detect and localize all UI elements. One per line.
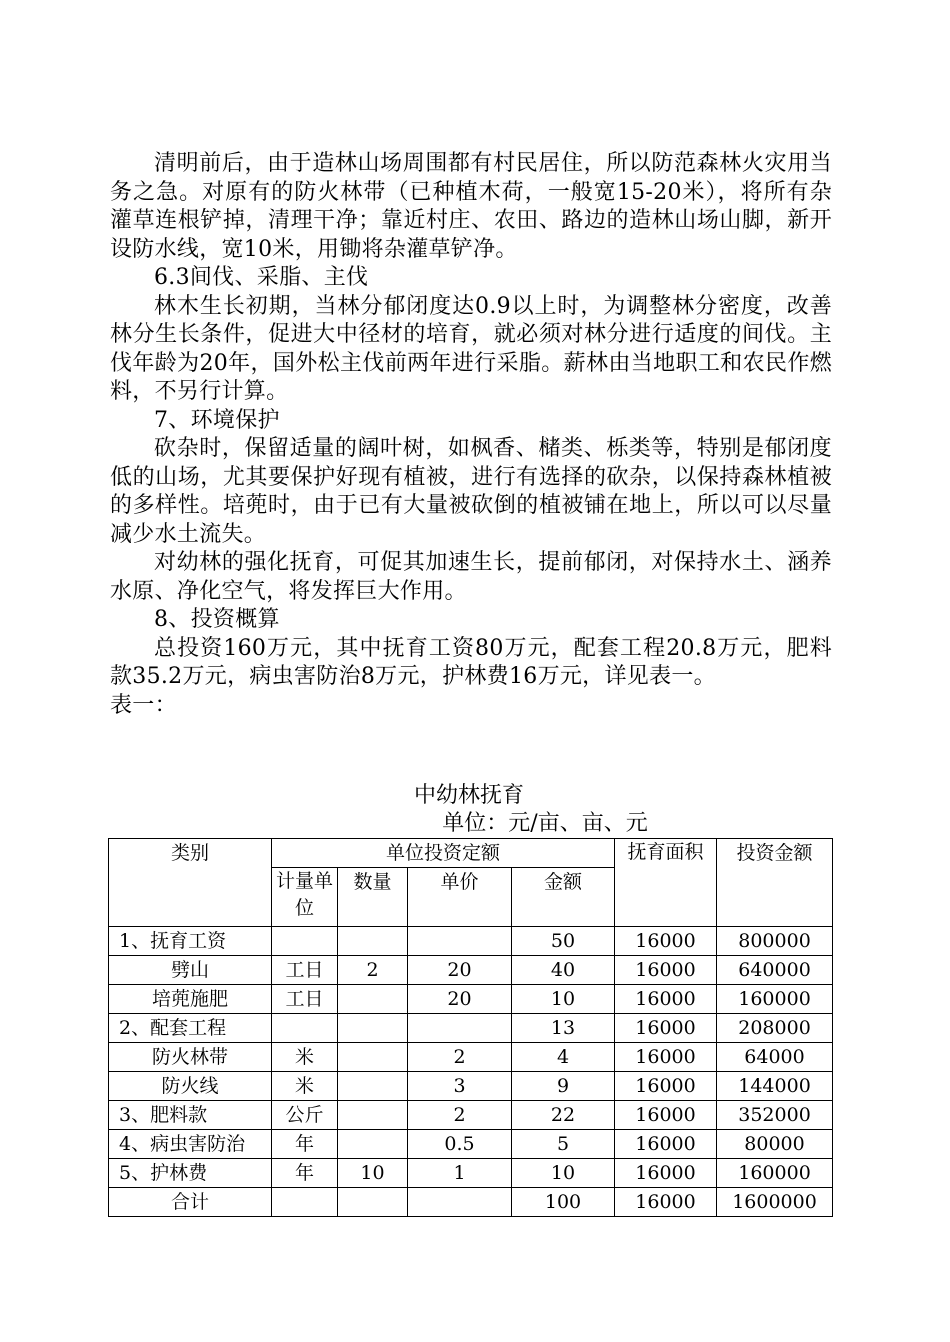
cell-amount: 10 <box>512 985 615 1014</box>
table-label: 表一： <box>110 692 177 718</box>
cell-investment: 1600000 <box>717 1188 833 1217</box>
table-row <box>109 1130 833 1159</box>
cell-amount: 100 <box>512 1188 615 1217</box>
header-unit: 计量单位 <box>272 868 338 927</box>
cell-investment: 80000 <box>717 1130 833 1159</box>
cell-category: 3、肥料款 <box>109 1101 272 1130</box>
table-row <box>109 1014 833 1043</box>
cell-category: 合计 <box>109 1188 272 1217</box>
cell-quantity <box>338 927 408 956</box>
header-quantity: 数量 <box>338 868 408 927</box>
cell-unit: 年 <box>272 1130 338 1159</box>
cell-quantity <box>338 1188 408 1217</box>
investment-table <box>108 838 833 1217</box>
cell-amount: 9 <box>512 1072 615 1101</box>
table-row <box>109 1072 833 1101</box>
cell-amount: 13 <box>512 1014 615 1043</box>
cell-quantity <box>338 985 408 1014</box>
cell-unit: 工日 <box>272 956 338 985</box>
cell-area: 16000 <box>615 1072 717 1101</box>
cell-category: 4、病虫害防治 <box>109 1130 272 1159</box>
cell-price: 2 <box>408 1101 512 1130</box>
cell-amount: 5 <box>512 1130 615 1159</box>
cell-quantity <box>338 1101 408 1130</box>
cell-amount: 50 <box>512 927 615 956</box>
cell-unit: 公斤 <box>272 1101 338 1130</box>
table-row <box>109 1188 833 1217</box>
cell-price: 1 <box>408 1159 512 1188</box>
cell-investment: 160000 <box>717 1159 833 1188</box>
cell-price: 3 <box>408 1072 512 1101</box>
cell-investment: 64000 <box>717 1043 833 1072</box>
cell-category: 2、配套工程 <box>109 1014 272 1043</box>
cell-area: 16000 <box>615 956 717 985</box>
table-row <box>109 1159 833 1188</box>
paragraph-thinning: 林木生长初期，当林分郁闭度达0.9以上时，为调整林分密度，改善林分生长条件，促进大中径材的培育，就必须对林分进行适度的间伐。主伐年龄为20年，国外松主伐前两年进行采脂。薪林由当地职工和农民作燃料，不另行计算。 <box>110 293 832 404</box>
cell-price: 2 <box>408 1043 512 1072</box>
cell-unit <box>272 1188 338 1217</box>
header-category: 类别 <box>109 839 272 927</box>
cell-unit <box>272 927 338 956</box>
cell-area: 16000 <box>615 1101 717 1130</box>
cell-area: 16000 <box>615 1188 717 1217</box>
cell-unit: 年 <box>272 1159 338 1188</box>
cell-area: 16000 <box>615 1014 717 1043</box>
table-title: 中幼林抚育 <box>413 783 524 808</box>
cell-price <box>408 1188 512 1217</box>
cell-area: 16000 <box>615 1130 717 1159</box>
table-row <box>109 1101 833 1130</box>
cell-category: 1、抚育工资 <box>109 927 272 956</box>
cell-category: 培蔸施肥 <box>109 985 272 1014</box>
cell-quantity: 10 <box>338 1159 408 1188</box>
cell-amount: 40 <box>512 956 615 985</box>
cell-quantity <box>338 1014 408 1043</box>
table-header-row <box>109 839 833 868</box>
cell-category: 劈山 <box>109 956 272 985</box>
header-quota: 单位投资定额 <box>272 839 615 868</box>
section-heading-environment: 7、环境保护 <box>154 407 280 433</box>
cell-area: 16000 <box>615 985 717 1014</box>
table-row <box>109 956 833 985</box>
cell-investment: 208000 <box>717 1014 833 1043</box>
cell-unit: 米 <box>272 1043 338 1072</box>
table-row <box>109 985 833 1014</box>
cell-price: 20 <box>408 956 512 985</box>
body-text <box>110 150 832 720</box>
cell-category: 5、护林费 <box>109 1159 272 1188</box>
table-unit: 单位：元/亩、亩、元 <box>442 811 648 836</box>
cell-price: 20 <box>408 985 512 1014</box>
cell-unit: 米 <box>272 1072 338 1101</box>
cell-area: 16000 <box>615 1043 717 1072</box>
cell-investment: 352000 <box>717 1101 833 1130</box>
cell-category: 防火林带 <box>109 1043 272 1072</box>
cell-amount: 4 <box>512 1043 615 1072</box>
cell-investment: 144000 <box>717 1072 833 1101</box>
table-row <box>109 927 833 956</box>
cell-area: 16000 <box>615 1159 717 1188</box>
cell-amount: 10 <box>512 1159 615 1188</box>
header-area: 抚育面积 <box>615 839 717 927</box>
paragraph-investment: 总投资160万元，其中抚育工资80万元，配套工程20.8万元，肥料款35.2万元，病虫害防治8万元，护林费16万元，详见表一。 <box>110 635 832 689</box>
cell-quantity <box>338 1130 408 1159</box>
table-row <box>109 1043 833 1072</box>
cell-unit: 工日 <box>272 985 338 1014</box>
cell-amount: 22 <box>512 1101 615 1130</box>
paragraph-environment: 砍杂时，保留适量的阔叶树，如枫香、槠类、栎类等，特别是郁闭度低的山场，尤其要保护好现有植被，进行有选择的砍杂，以保持森林植被的多样性。培蔸时，由于已有大量被砍倒的植被铺在地上，所以可以尽量减少水土流失。 <box>110 436 832 547</box>
cell-quantity <box>338 1043 408 1072</box>
cell-investment: 800000 <box>717 927 833 956</box>
cell-unit <box>272 1014 338 1043</box>
header-price: 单价 <box>408 868 512 927</box>
cell-price: 0.5 <box>408 1130 512 1159</box>
section-heading-investment: 8、投资概算 <box>154 607 280 632</box>
cell-area: 16000 <box>615 927 717 956</box>
cell-quantity <box>338 1072 408 1101</box>
cell-quantity: 2 <box>338 956 408 985</box>
header-investment: 投资金额 <box>717 839 833 927</box>
cell-price <box>408 927 512 956</box>
cell-price <box>408 1014 512 1043</box>
header-amount: 金额 <box>512 868 615 927</box>
section-heading-thinning: 6.3间伐、采脂、主伐 <box>154 265 369 290</box>
cell-investment: 160000 <box>717 985 833 1014</box>
paragraph-tending-benefit: 对幼林的强化抚育，可促其加速生长，提前郁闭，对保持水土、涵养水原、净化空气，将发挥巨大作用。 <box>110 550 832 604</box>
cell-category: 防火线 <box>109 1072 272 1101</box>
paragraph-fire-prevention: 清明前后，由于造林山场周围都有村民居住，所以防范森林火灾用当务之急。对原有的防火林带（已种植木荷，一般宽15-20米），将所有杂灌草连根铲掉，清理干净；靠近村庄、农田、路边的造林山场山脚，新开设防水线，宽10米，用锄将杂灌草铲净。 <box>110 151 832 262</box>
cell-investment: 640000 <box>717 956 833 985</box>
